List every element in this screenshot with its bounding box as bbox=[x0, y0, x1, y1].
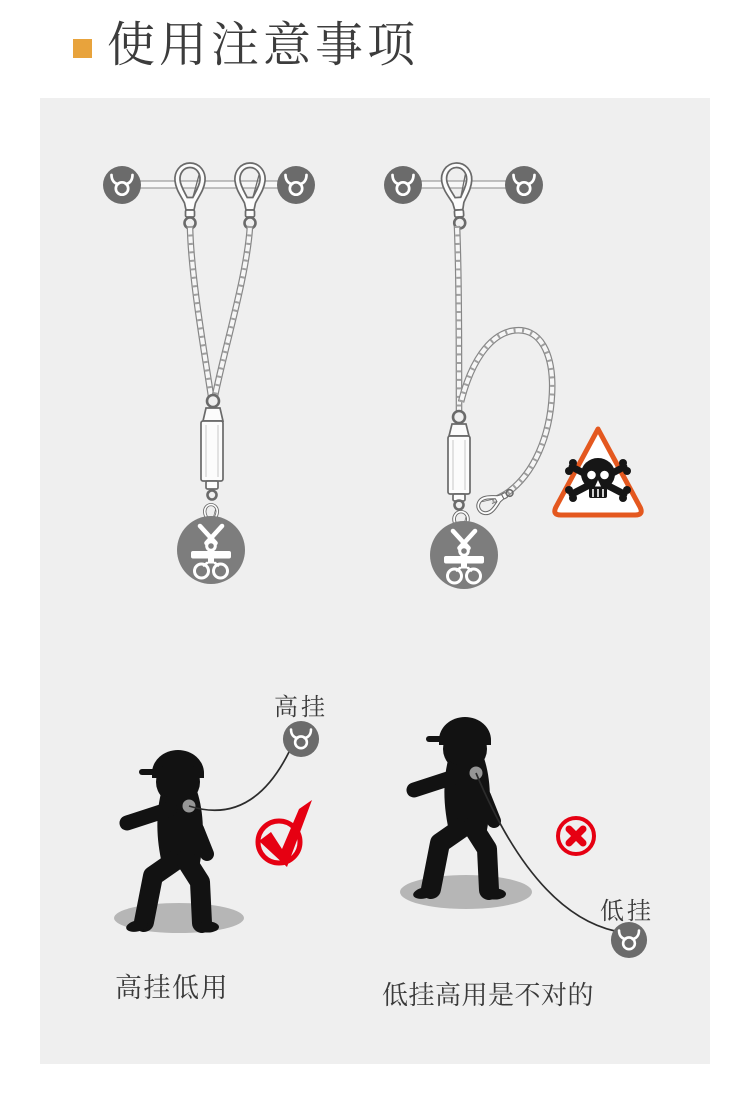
shock-absorber bbox=[448, 436, 470, 494]
hang-high-label: 高挂 bbox=[274, 694, 328, 721]
beam bbox=[122, 181, 296, 188]
anchor-point-icon bbox=[384, 166, 422, 204]
cross-icon bbox=[558, 818, 594, 854]
check-icon bbox=[258, 800, 312, 867]
anchor-point-icon bbox=[611, 922, 647, 958]
page-title: 使用注意事项 bbox=[107, 19, 420, 72]
single-lanyard-illustration bbox=[384, 162, 552, 589]
anchor-point-icon bbox=[277, 166, 315, 204]
harness-icon bbox=[430, 521, 498, 589]
anchor-point-icon bbox=[283, 721, 319, 757]
caption-correct: 高挂低用 bbox=[115, 973, 229, 1003]
correct-usage-figure bbox=[114, 721, 319, 934]
square-bullet-icon bbox=[73, 39, 92, 58]
instruction-panel bbox=[40, 98, 710, 1064]
shock-absorber bbox=[201, 421, 223, 481]
harness-icon bbox=[177, 516, 245, 584]
skull-crossbones-icon bbox=[555, 429, 641, 515]
caption-wrong: 低挂高用是不对的 bbox=[382, 980, 595, 1010]
anchor-point-icon bbox=[103, 166, 141, 204]
double-lanyard-illustration bbox=[103, 163, 315, 584]
hang-low-label: 低挂 bbox=[600, 898, 654, 925]
anchor-point-icon bbox=[505, 166, 543, 204]
